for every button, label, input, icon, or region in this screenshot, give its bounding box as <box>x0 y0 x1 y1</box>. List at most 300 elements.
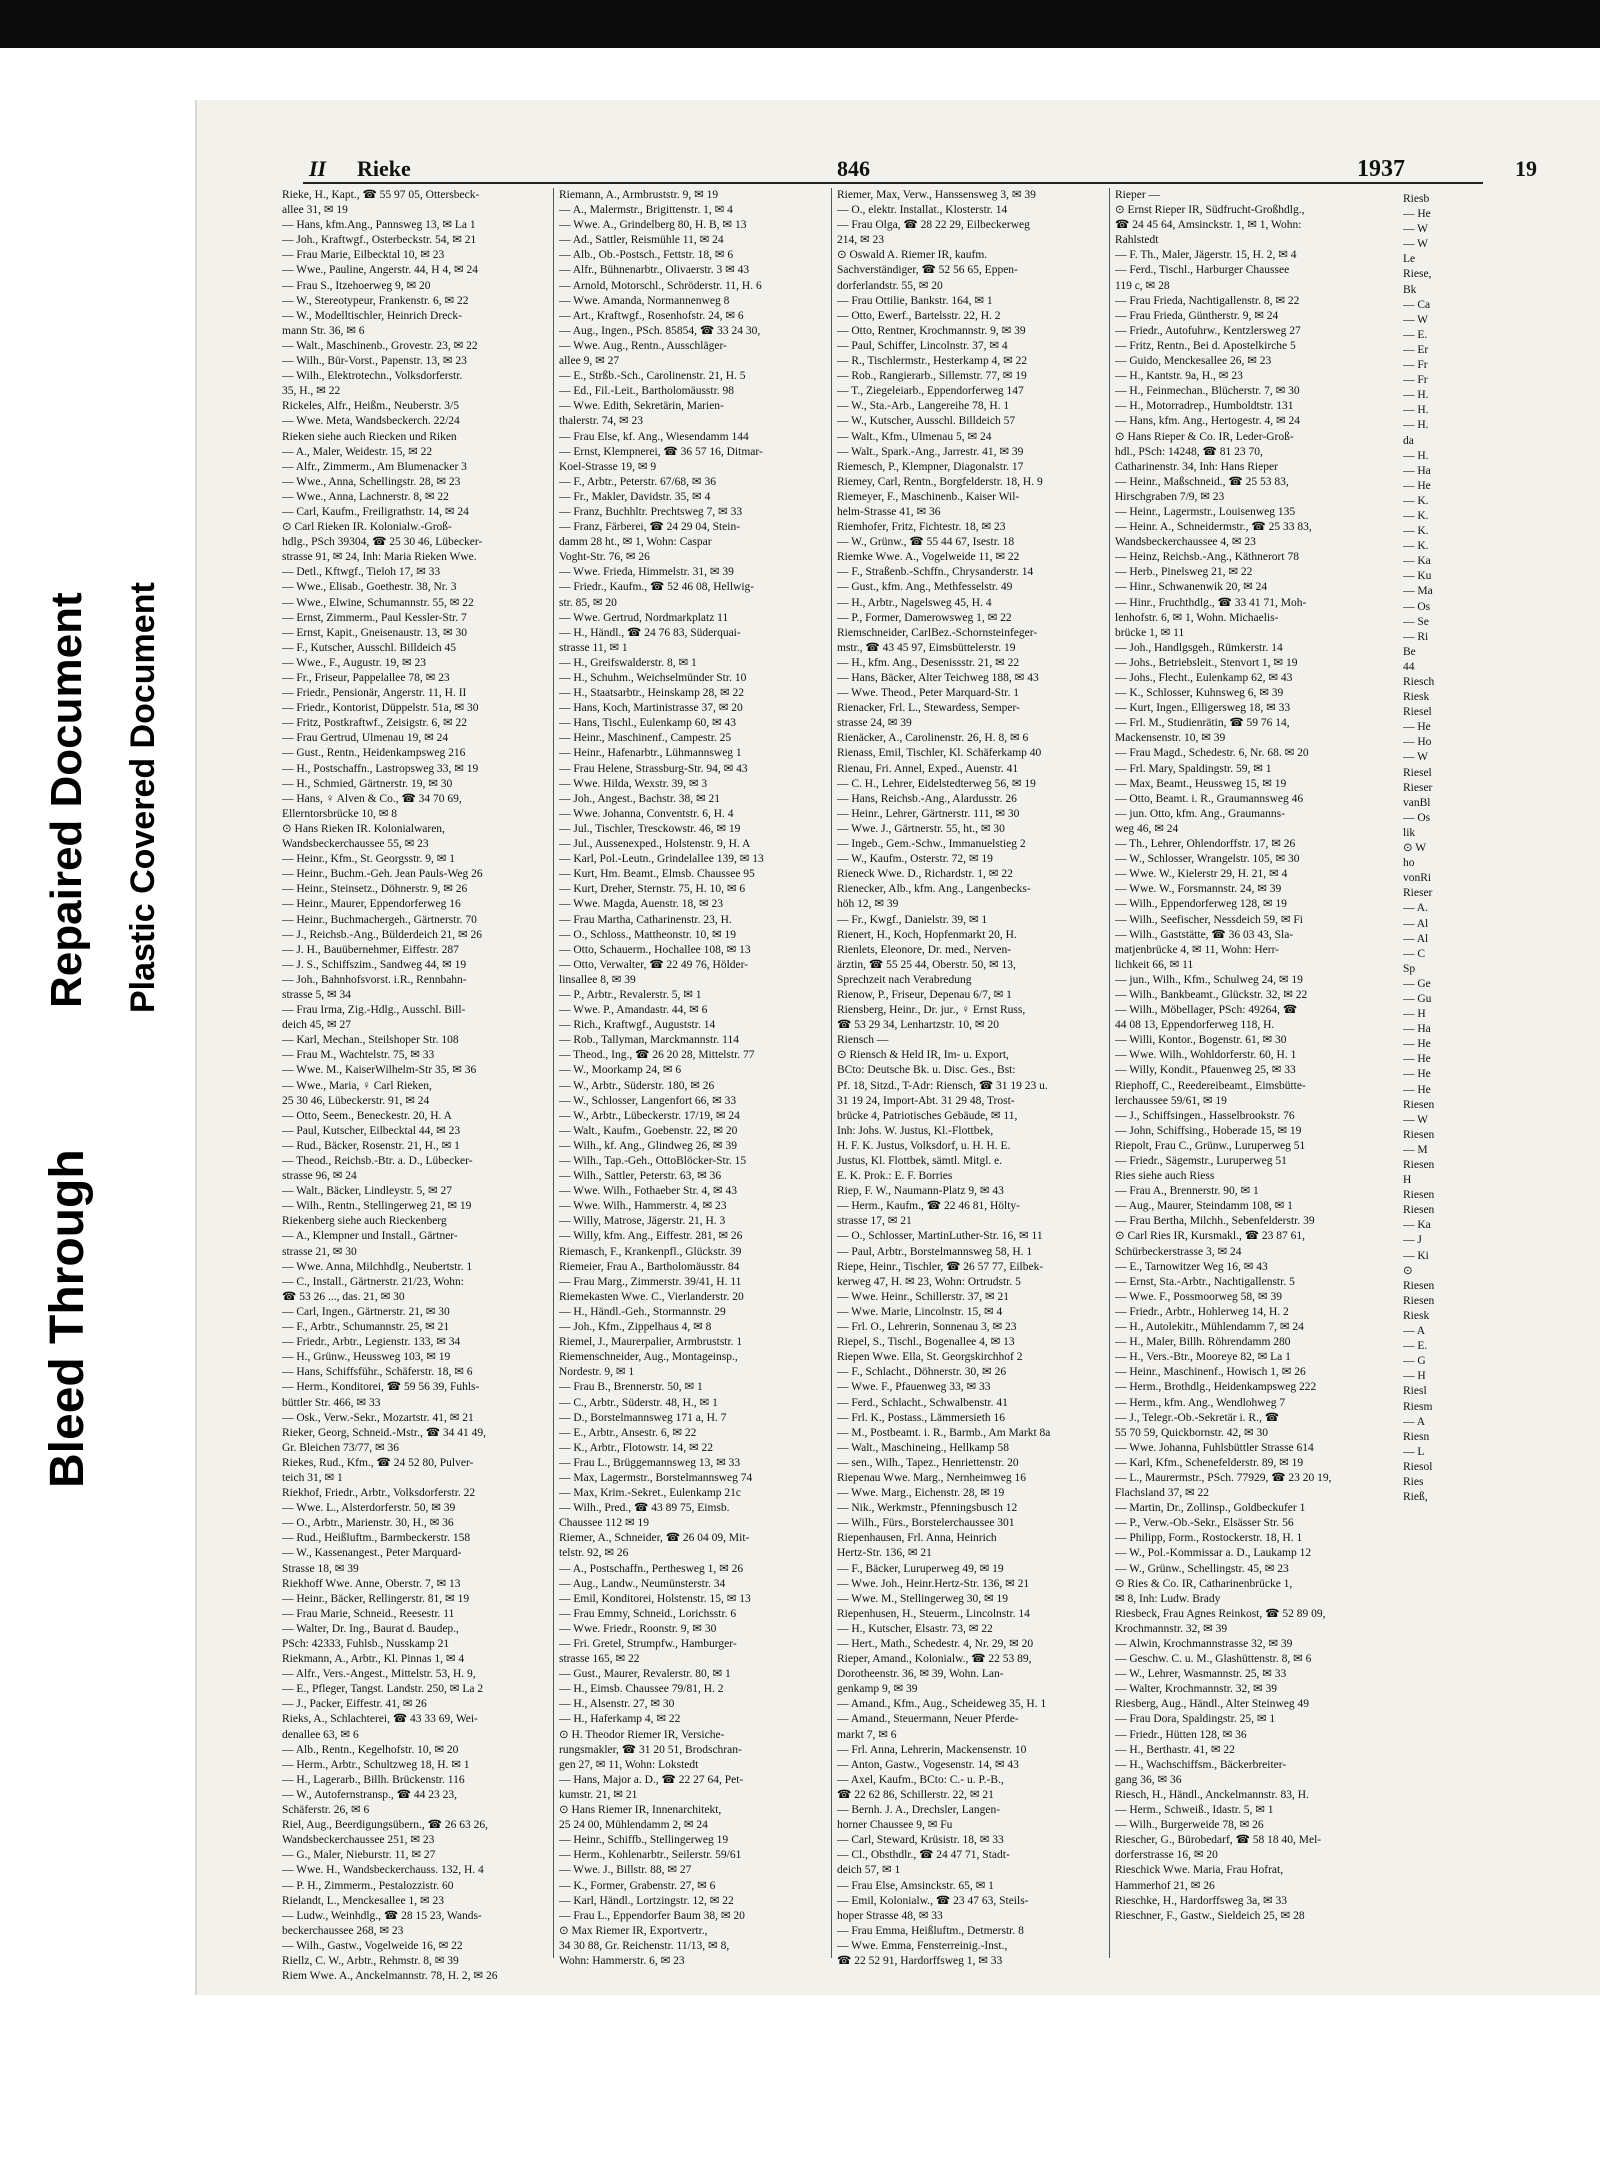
directory-page <box>195 100 1600 1995</box>
entry-line: — Wwe. M., Stellingerweg 30, ✉ 19 <box>837 1592 1009 1605</box>
entry-line: — Friedr., Kontorist, Düppelstr. 51a, ✉ 30 <box>282 702 479 715</box>
volume-number: II <box>309 156 327 181</box>
entry-line: Ries siehe auch Riess <box>1115 1170 1215 1183</box>
entry-line: — Frl. Anna, Lehrerin, Mackensenstr. 10 <box>837 1743 1027 1756</box>
entry-line: ⊙ Carl Rieken IR. Kolonialw.-Groß- <box>282 521 452 534</box>
entry-line: — Hert., Math., Schedestr. 4, Nr. 29, ✉ 20 <box>837 1638 1034 1650</box>
entry-line: — Arnold, Motorschl., Schröderstr. 11, H. 6 <box>559 279 762 292</box>
entry-line: — Heinz, Reichsb.-Ang., Käthnerort 78 <box>1115 551 1299 564</box>
edge-fragment: — A <box>1403 1415 1426 1428</box>
entry-line: Riemel, J., Maurerpalier, Armbruststr. 1 <box>559 1336 743 1349</box>
edge-fragment: Riesch <box>1403 676 1435 688</box>
entry-line: mstr., ☎ 43 45 97, Eimsbüttelerstr. 19 <box>837 641 1016 654</box>
entry-line: — H., Schuhm., Weichselmünder Str. 10 <box>559 672 747 684</box>
entry-line: telstr. 92, ✉ 26 <box>559 1547 629 1560</box>
entry-line: — Heinr., Maurer, Eppendorferweg 16 <box>282 898 461 911</box>
entry-line: — Wwe. Johanna, Conventstr. 6, H. 4 <box>559 807 734 820</box>
entry-line: Riem Wwe. A., Anckelmannstr. 78, H. 2, ✉ 26 <box>282 1970 498 1983</box>
entry-line: ⊙ Carl Ries IR, Kursmakl., ☎ 23 87 61, <box>1115 1230 1306 1243</box>
entry-line: — Martin, Dr., Zollinsp., Goldbeckufer 1 <box>1115 1502 1306 1515</box>
entry-line: — W., Schlosser, Wrangelstr. 105, ✉ 30 <box>1115 853 1300 866</box>
entry-line: — Frau A., Brennerstr. 90, ✉ 1 <box>1115 1185 1259 1198</box>
edge-fragment: — Ka <box>1403 555 1431 568</box>
entry-line: — Detl., Kftwgf., Tieloh 17, ✉ 33 <box>282 566 441 579</box>
edge-fragment: — H. <box>1403 419 1429 432</box>
entry-line: — Paul, Kutscher, Eilbecktal 44, ✉ 23 <box>282 1124 461 1137</box>
entry-line: — Fr., Makler, Davidstr. 35, ✉ 4 <box>559 490 711 503</box>
entry-line: Rielandt, L., Menckesallee 1, ✉ 23 <box>282 1894 444 1907</box>
entry-line: Riepenhusen, H., Steuerm., Lincolnstr. 14 <box>837 1607 1030 1620</box>
entry-line: — C. H., Lehrer, Eidelstedterweg 56, ✉ 19 <box>837 777 1036 790</box>
entry-line: — A., Postschaffn., Perthesweg 1, ✉ 26 <box>559 1562 744 1575</box>
entry-line: — Wwe. M., KaiserWilhelm-Str 35, ✉ 36 <box>282 1064 477 1077</box>
entry-line: Wohn: Hammerstr. 6, ✉ 23 <box>559 1954 685 1967</box>
entry-line: — jun. Otto, kfm. Ang., Graumanns- <box>1115 807 1285 820</box>
entry-line: — Alwin, Krochmannstrasse 32, ✉ 39 <box>1115 1638 1293 1650</box>
edge-fragment: Riesk <box>1403 1309 1430 1322</box>
entry-line: PSch: 42333, Fuhlsb., Nusskamp 21 <box>282 1638 450 1650</box>
entry-line: — Walt., Bäcker, Lindleystr. 5, ✉ 27 <box>282 1185 452 1198</box>
edge-fragment: — Os <box>1403 811 1431 824</box>
entry-line: horner Chaussee 9, ✉ Fu <box>837 1819 953 1832</box>
entry-line: — Karl, Mechan., Steilshoper Str. 108 <box>282 1034 459 1047</box>
entry-line: Riemer, Max, Verw., Hanssensweg 3, ✉ 39 <box>837 189 1036 201</box>
entry-line: Riekhoff Wwe. Anne, Oberstr. 7, ✉ 13 <box>282 1577 461 1590</box>
entry-line: — Aug., Landw., Neumünsterstr. 34 <box>559 1577 726 1590</box>
entry-line: — Frau Dora, Spaldingstr. 25, ✉ 1 <box>1115 1713 1276 1726</box>
entry-line: — Wwe. L., Alsterdorferstr. 50, ✉ 39 <box>282 1502 456 1515</box>
entry-line: — Emil, Konditorei, Holstenstr. 15, ✉ 13 <box>559 1592 751 1605</box>
entry-line: markt 7, ✉ 6 <box>837 1728 897 1741</box>
entry-line: — Herm., Kaufm., ☎ 22 46 81, Hölty- <box>837 1200 1020 1213</box>
entry-line: ☎ 24 45 64, Amsinckstr. 1, ✉ 1, Wohn: <box>1115 219 1302 232</box>
entry-line: — K., Schlosser, Kuhnsweg 6, ✉ 39 <box>1115 687 1284 700</box>
entry-line: — Anton, Gastw., Vogesenstr. 14, ✉ 43 <box>837 1758 1019 1771</box>
entry-line: — C., Arbtr., Süderstr. 48, H., ✉ 1 <box>559 1396 718 1409</box>
entry-line: Rienass, Emil, Tischler, Kl. Schäferkamp 40 <box>837 747 1042 760</box>
edge-fragment: — H. <box>1403 449 1429 462</box>
entry-line: Rickeles, Alfr., Heißm., Neuberstr. 3/5 <box>282 400 459 413</box>
entry-line: — Joh., Kraftwgf., Osterbeckstr. 54, ✉ 21 <box>282 234 477 247</box>
entry-line: — H., Lagerarb., Billh. Brückenstr. 116 <box>282 1773 465 1786</box>
entry-line: — Ernst, Zimmerm., Paul Kessler-Str. 7 <box>282 611 467 624</box>
entry-line: Rieneck Wwe. D., Richardstr. 1, ✉ 22 <box>837 868 1013 881</box>
entry-line: — Fritz, Postkraftwf., Zeisigstr. 6, ✉ 22 <box>282 717 467 730</box>
edge-fragment: Riesen <box>1403 1279 1435 1292</box>
entry-line: — Willi, Kontor., Bogenstr. 61, ✉ 30 <box>1115 1034 1287 1047</box>
entry-line: — Frau Emma, Heißluftm., Detmerstr. 8 <box>837 1924 1024 1937</box>
column-2 <box>559 188 817 1969</box>
entry-line: Rahlstedt <box>1115 234 1159 247</box>
entry-line: — Wwe., Maria, ♀ Carl Rieken, <box>282 1079 432 1092</box>
entry-line: — Wwe. J., Gärtnerstr. 55, ht., ✉ 30 <box>837 822 1005 835</box>
entry-line: 25 24 00, Mühlendamm 2, ✉ 24 <box>559 1819 708 1832</box>
entry-line: deich 57, ✉ 1 <box>837 1864 901 1877</box>
entry-line: — W., Sta.-Arb., Langereihe 78, H. 1 <box>837 400 1010 413</box>
edge-fragment: ho <box>1403 857 1415 870</box>
entry-line: ✉ 8, Inh: Ludw. Brady <box>1115 1592 1221 1605</box>
entry-line: ⊙ Ries & Co. IR, Catharinenbrücke 1, <box>1115 1577 1293 1590</box>
entry-line: allee 31, ✉ 19 <box>282 204 348 217</box>
edge-fragment: — W <box>1403 223 1429 236</box>
document-stamp-margin <box>0 48 200 1995</box>
entry-line: Rienecker, Alb., kfm. Ang., Langenbecks- <box>837 883 1031 896</box>
edge-fragment: — A. <box>1403 902 1428 915</box>
entry-line: — Wwe. Joh., Heinr.Hertz-Str. 136, ✉ 21 <box>837 1577 1030 1590</box>
entry-line: — P. H., Zimmerm., Pestalozzistr. 60 <box>282 1879 454 1892</box>
entry-line: — Friedr., Sägemstr., Luruperweg 51 <box>1115 1155 1287 1167</box>
entry-line: — W., Pol.-Kommissar a. D., Laukamp 12 <box>1115 1547 1312 1560</box>
entry-line: — Wwe. H., Wandsbeckerchauss. 132, H. 4 <box>282 1864 484 1877</box>
edge-fragment: Ries <box>1403 1475 1424 1488</box>
entry-line: lerchaussee 59/61, ✉ 19 <box>1115 1094 1227 1107</box>
entry-line: Rieschke, H., Hardorffsweg 3a, ✉ 33 <box>1115 1894 1287 1907</box>
entry-line: — Frau L., Brüggemannsweg 13, ✉ 33 <box>559 1456 741 1469</box>
entry-line: — O., Arbtr., Marienstr. 30, H., ✉ 36 <box>282 1517 454 1530</box>
entry-line: — T., Ziegeleiarb., Eppendorferweg 147 <box>837 385 1024 398</box>
entry-line: strasse 17, ✉ 21 <box>837 1215 912 1228</box>
entry-line: — E., Tarnowitzer Weg 16, ✉ 43 <box>1115 1260 1268 1273</box>
entry-line: — Herm., Brothdlg., Heidenkampsweg 222 <box>1115 1381 1317 1394</box>
edge-fragment: Riese, <box>1403 268 1432 281</box>
entry-line: — Wwe., Elwine, Schumannstr. 55, ✉ 22 <box>282 596 474 609</box>
edge-fragment: — Ma <box>1403 585 1433 598</box>
edge-fragment: — Ri <box>1403 630 1429 643</box>
entry-line: — Ferd., Schlacht., Schwalbenstr. 41 <box>837 1396 1008 1409</box>
entry-line: Pf. 18, Sitzd., T-Adr: Riensch, ☎ 31 19 23 u. <box>837 1079 1048 1092</box>
edge-fragment: Le <box>1403 253 1416 266</box>
entry-line: Hammerhof 21, ✉ 26 <box>1115 1879 1215 1892</box>
entry-line: — Hinr., Schwanenwik 20, ✉ 24 <box>1115 581 1268 594</box>
entry-line: — Heinr., Buchm.-Geh. Jean Pauls-Weg 26 <box>282 868 483 881</box>
entry-line: — Gust., kfm. Ang., Methfesselstr. 49 <box>837 581 1013 594</box>
entry-line: — Hans, Reichsb.-Ang., Alardusstr. 26 <box>837 792 1017 805</box>
entry-line: — Wwe. Amanda, Normannenweg 8 <box>559 294 730 307</box>
entry-line: Chaussee 112 ✉ 19 <box>559 1517 650 1530</box>
entry-line: — Franz, Färberei, ☎ 24 29 04, Stein- <box>559 521 741 534</box>
entry-line: — Willy, Matrose, Jägerstr. 21, H. 3 <box>559 1215 726 1228</box>
edge-fragment: — A <box>1403 1325 1426 1338</box>
edge-fragment: — Fr <box>1403 374 1428 387</box>
entry-line: — F., Arbtr., Schumannstr. 25, ✉ 21 <box>282 1321 450 1334</box>
entry-line: — Frl. K., Postass., Lämmersieth 16 <box>837 1411 1006 1424</box>
edge-fragment: — W <box>1403 313 1429 326</box>
entry-line: — Heinr., Maschinenf., Campestr. 25 <box>559 732 732 745</box>
edge-fragment: — K. <box>1403 509 1429 522</box>
entry-line: — Aug., Maurer, Steindamm 108, ✉ 1 <box>1115 1200 1293 1213</box>
entry-line: Rieper, Amand., Kolonialw., ☎ 22 53 89, <box>837 1653 1032 1666</box>
entry-line: — W., Modelltischler, Heinrich Dreck- <box>282 309 462 322</box>
entry-line: Riensch — <box>837 1034 889 1047</box>
entry-line: Rieke, H., Kapt., ☎ 55 97 05, Ottersbeck- <box>282 189 480 201</box>
edge-fragment: Riesb <box>1403 193 1430 205</box>
entry-line: — Joh., Handlgsgeh., Rümkerstr. 14 <box>1115 641 1283 654</box>
entry-line: — Max, Beamt., Heussweg 15, ✉ 19 <box>1115 777 1287 790</box>
entry-line: — Friedr., Pensionär, Angerstr. 11, H. II <box>282 687 467 700</box>
entry-line: — L., Maurermstr., PSch. 77929, ☎ 23 20 19, <box>1115 1471 1332 1484</box>
entry-line: ⊙ Oswald A. Riemer IR, kaufm. <box>837 249 988 262</box>
entry-line: — F., Arbtr., Peterstr. 67/68, ✉ 36 <box>559 475 716 488</box>
entry-line: ⊙ Hans Riemer IR, Innenarchitekt, <box>559 1804 722 1817</box>
entry-line: — Alfr., Vers.-Angest., Mittelstr. 53, H. 9, <box>282 1668 476 1681</box>
edge-fragment: Riesol <box>1403 1460 1433 1473</box>
entry-line: — Walt., Maschineing., Hellkamp 58 <box>837 1441 1009 1454</box>
entry-line: — Frau Frieda, Güntherstr. 9, ✉ 24 <box>1115 309 1279 322</box>
entry-line: — Ed., Fil.-Leit., Bartholomäusstr. 98 <box>559 385 735 398</box>
entry-line: Rieker, Georg, Schneid.-Mstr., ☎ 34 41 49, <box>282 1426 487 1439</box>
entry-line: — Herb., Pinelsweg 21, ✉ 22 <box>1115 566 1253 579</box>
entry-line: — Wilh., Eppendorferweg 128, ✉ 19 <box>1115 898 1287 911</box>
edge-fragment: Riesen <box>1403 1128 1435 1141</box>
entry-line: — Herm., Konditorei, ☎ 59 56 39, Fuhls- <box>282 1381 480 1394</box>
entry-line: Ellerntorsbrücke 10, ✉ 8 <box>282 807 398 820</box>
entry-line: — Frau Else, Amsinckstr. 65, ✉ 1 <box>837 1879 994 1892</box>
edge-fragment: — He <box>1403 1038 1431 1051</box>
entry-line: deich 45, ✉ 27 <box>282 1019 352 1032</box>
entry-line: — Joh., Kfm., Zippelhaus 4, ✉ 8 <box>559 1321 712 1334</box>
edge-fragment: Rieser <box>1403 887 1433 900</box>
entry-line: strasse 165, ✉ 22 <box>559 1653 640 1666</box>
entry-line: — Wilh., Gaststätte, ☎ 36 03 43, Sla- <box>1115 928 1294 941</box>
entry-line: hdlg., PSch 39304, ☎ 25 30 46, Lübecker- <box>282 536 483 549</box>
entry-line: — Hans, Tischl., Eulenkamp 60, ✉ 43 <box>559 717 737 730</box>
edge-fragment: — K. <box>1403 494 1429 507</box>
entry-line: — Herm., Kohlenarbtr., Seilerstr. 59/61 <box>559 1849 742 1862</box>
edge-fragment: H <box>1403 1174 1412 1187</box>
year: 1937 <box>1357 156 1405 182</box>
entry-line: — Friedr., Autofuhrw., Kentzlersweg 27 <box>1115 324 1301 337</box>
edge-fragment: Riesm <box>1403 1400 1433 1413</box>
entry-line: 214, ✉ 23 <box>837 234 885 247</box>
entry-line: — Franz, Buchhltr. Prechtsweg 7, ✉ 33 <box>559 505 743 518</box>
entry-line: Riemeyer, F., Maschinenb., Kaiser Wil- <box>837 490 1020 503</box>
entry-line: — Wwe. Meta, Wandsbeckerch. 22/24 <box>282 415 460 428</box>
header-rule <box>303 182 1483 184</box>
edge-fragment: — Ca <box>1403 298 1431 311</box>
entry-line: mann Str. 36, ✉ 6 <box>282 324 365 337</box>
entry-line: Wandsbeckerchaussee 4, ✉ 23 <box>1115 536 1256 549</box>
entry-line: Rienäcker, A., Carolinenstr. 26, H. 8, ✉ 6 <box>837 732 1029 745</box>
entry-line: 34 30 88, Gr. Reichenstr. 11/13, ✉ 8, <box>559 1939 730 1952</box>
edge-fragment: — Al <box>1403 932 1429 945</box>
entry-line: Riepenau Wwe. Marg., Nernheimweg 16 <box>837 1471 1026 1484</box>
entry-line: Schürbeckerstrasse 3, ✉ 24 <box>1115 1245 1242 1258</box>
entry-line: — Wwe. Frieda, Himmelstr. 31, ✉ 39 <box>559 566 734 579</box>
entry-line: — Kurt, Ingen., Elligersweg 18, ✉ 33 <box>1115 702 1291 715</box>
entry-line: genkamp 9, ✉ 39 <box>837 1683 918 1696</box>
edge-fragment: — He <box>1403 1083 1431 1096</box>
entry-line: — Max, Krim.-Sekret., Eulenkamp 21c <box>559 1487 742 1500</box>
entry-line: — Hans, Koch, Martinistrasse 37, ✉ 20 <box>559 702 743 715</box>
entry-line: — Ernst, Klempnerei, ☎ 36 57 16, Ditmar- <box>559 445 763 458</box>
entry-line: — Wwe. Marg., Eichenstr. 28, ✉ 19 <box>837 1487 1005 1500</box>
entry-line: — Otto, Rentner, Krochmannstr. 9, ✉ 39 <box>837 324 1026 337</box>
entry-line: — W., Schlosser, Langenfort 66, ✉ 33 <box>559 1094 737 1107</box>
entry-line: — Frau Ottilie, Bankstr. 164, ✉ 1 <box>837 294 993 307</box>
entry-line: — F., Kutscher, Ausschl. Billdeich 45 <box>282 641 456 654</box>
entry-line: — Frau Magd., Schedestr. 6, Nr. 68. ✉ 20 <box>1115 747 1309 760</box>
entry-line: — Wwe. Theod., Peter Marquard-Str. 1 <box>837 687 1019 700</box>
entry-line: Wandsbeckerchaussee 251, ✉ 23 <box>282 1834 435 1847</box>
entry-line: Riepel, S., Tischl., Bogenallee 4, ✉ 13 <box>837 1336 1015 1349</box>
entry-line: Riensberg, Heinr., Dr. jur., ♀ Ernst Russ, <box>837 1004 1026 1017</box>
entry-line: — W., Kassenangest., Peter Marquard- <box>282 1547 462 1560</box>
entry-line: — Frau Helene, Strassburg-Str. 94, ✉ 43 <box>559 762 748 775</box>
entry-line: — Walt., Maschinenb., Grovestr. 23, ✉ 22 <box>282 339 478 352</box>
entry-line: — E., Arbtr., Ansestr. 6, ✉ 22 <box>559 1426 697 1439</box>
entry-line: ☎ 53 29 34, Lenhartzstr. 10, ✉ 20 <box>837 1019 999 1032</box>
entry-line: — D., Borstelmannsweg 171 a, H. 7 <box>559 1411 727 1424</box>
entry-line: — Hans, kfm. Ang., Hertogestr. 4, ✉ 24 <box>1115 415 1300 428</box>
entry-line: — Wwe. Aug., Rentn., Ausschläger- <box>559 339 727 352</box>
column-3 <box>837 188 1095 1969</box>
entry-line: strasse 11, ✉ 1 <box>559 641 628 654</box>
column-4 <box>1115 188 1373 1924</box>
edge-fragment: Riesn <box>1403 1430 1430 1443</box>
entry-line: — H., Arbtr., Nagelsweg 45, H. 4 <box>837 596 992 609</box>
entry-line: — Hans, Schiffsführ., Schäferstr. 18, ✉ 6 <box>282 1366 473 1379</box>
entry-line: Riel, Aug., Beerdigungsübern., ☎ 26 63 26, <box>282 1819 488 1832</box>
entry-line: — Wwe. Wilh., Fothaeber Str. 4, ✉ 43 <box>559 1185 738 1198</box>
entry-line: Hertz-Str. 136, ✉ 21 <box>837 1547 932 1560</box>
entry-line: helm-Strasse 41, ✉ 36 <box>837 505 941 518</box>
entry-line: — Hans, Bäcker, Alter Teichweg 188, ✉ 43 <box>837 672 1039 684</box>
entry-line: — Heinr., Bäcker, Rellingerstr. 81, ✉ 19 <box>282 1592 470 1605</box>
edge-fragment: — Ha <box>1403 1023 1431 1036</box>
entry-line: — Frau Irma, Zig.-Hdlg., Ausschl. Bill- <box>282 1004 466 1017</box>
entry-line: — Joh., Angest., Bachstr. 38, ✉ 21 <box>559 792 721 805</box>
entry-line: — Wilh., Seefischer, Nessdeich 59, ✉ Fi <box>1115 913 1303 926</box>
entry-line: — Hans, kfm.Ang., Pannsweg 13, ✉ La 1 <box>282 219 476 232</box>
edge-fragment: — L <box>1403 1445 1425 1458</box>
entry-line: — K., Former, Grabenstr. 27, ✉ 6 <box>559 1879 716 1892</box>
entry-line: — Nik., Werkmstr., Pfenningsbusch 12 <box>837 1502 1018 1515</box>
entry-line: büttler Str. 466, ✉ 33 <box>282 1396 381 1409</box>
entry-line: ☎ 22 52 91, Hardorffsweg 1, ✉ 33 <box>837 1954 1003 1967</box>
entry-line: — Cl., Obsthdlr., ☎ 24 47 71, Stadt- <box>837 1849 1010 1862</box>
entry-line: — F., Bäcker, Luruperweg 49, ✉ 19 <box>837 1562 1004 1575</box>
entry-line: — Wwe. Emma, Fensterreinig.-Inst., <box>837 1939 1008 1952</box>
entry-line: — H., Schmied, Gärtnerstr. 19, ✉ 30 <box>282 777 453 790</box>
entry-line: — M., Postbeamt. i. R., Barmb., Am Markt 8a <box>837 1426 1051 1439</box>
entry-line: — H., Greifswalderstr. 8, ✉ 1 <box>559 656 697 669</box>
entry-line: Riemey, Carl, Rentn., Borgfelderstr. 18, H. 9 <box>837 475 1043 488</box>
entry-line: lichkeit 66, ✉ 11 <box>1115 958 1194 971</box>
entry-line: Hirschgraben 7/9, ✉ 23 <box>1115 490 1225 503</box>
entry-line: Justus, Kl. Flottbek, sämtl. Mitgl. e. <box>837 1155 1003 1167</box>
entry-line: — Wilh., Möbellager, PSch: 49264, ☎ <box>1115 1004 1298 1017</box>
entry-line: — sen., Wilh., Tapez., Henriettenstr. 20 <box>837 1456 1019 1469</box>
next-page-number: 19 <box>1515 156 1537 181</box>
entry-line: — Friedr., Arbtr., Hohlerweg 14, H. 2 <box>1115 1305 1289 1318</box>
entry-line: ⊙ Ernst Rieper IR, Südfrucht-Großhdlg., <box>1115 204 1305 217</box>
entry-line: — Wwe. Friedr., Roonstr. 9, ✉ 30 <box>559 1622 717 1635</box>
entry-line: — Wilh., Elektrotechn., Volksdorferstr. <box>282 370 463 383</box>
entry-line: — Herm., Schweiß., Idastr. 5, ✉ 1 <box>1115 1804 1274 1817</box>
entry-line: Riep, F. W., Naumann-Platz 9, ✉ 43 <box>837 1185 1004 1198</box>
entry-line: Riemke Wwe. A., Vogelweide 11, ✉ 22 <box>837 551 1020 564</box>
entry-line: — Frau Martha, Catharinenstr. 23, H. <box>559 913 732 926</box>
entry-line: — Wwe. Marie, Lincolnstr. 15, ✉ 4 <box>837 1305 1003 1318</box>
entry-line: — Frau Bertha, Milchh., Sebenfelderstr. 39 <box>1115 1215 1315 1228</box>
entry-line: Riemenschneider, Aug., Montageinsp., <box>559 1351 738 1364</box>
entry-line: Inh: Johs. W. Justus, Kl.-Flottbek, <box>837 1124 994 1137</box>
entry-line: — Wilh., Bankbeamt., Glückstr. 32, ✉ 22 <box>1115 988 1308 1001</box>
entry-line: — Frau Marg., Zimmerstr. 39/41, H. 11 <box>559 1275 742 1288</box>
entry-line: — Wwe. A., Grindelberg 80, H. B, ✉ 13 <box>559 219 747 232</box>
entry-line: — Wilh., Rentn., Stellingerweg 21, ✉ 19 <box>282 1200 472 1213</box>
entry-line: — Wwe. J., Billstr. 88, ✉ 27 <box>559 1864 692 1877</box>
entry-line: 35, H., ✉ 22 <box>282 385 341 398</box>
entry-line: — Heinr., Lagermstr., Louisenweg 135 <box>1115 505 1296 518</box>
entry-line: — Kurt, Hm. Beamt., Elmsb. Chaussee 95 <box>559 868 755 881</box>
entry-line: — Rud., Heißluftm., Barmbeckerstr. 158 <box>282 1532 471 1545</box>
entry-line: Gr. Bleichen 73/77, ✉ 36 <box>282 1441 399 1454</box>
entry-line: — Frl. M., Studienrätin, ☎ 59 76 14, <box>1115 717 1290 730</box>
entry-line: Riemekasten Wwe. C., Vierlanderstr. 20 <box>559 1290 744 1303</box>
entry-line: — P., Arbtr., Revalerstr. 5, ✉ 1 <box>559 988 702 1001</box>
entry-line: — Wwe. W., Kielerstr 29, H. 21, ✉ 4 <box>1115 868 1288 881</box>
entry-line: Riesbeck, Frau Agnes Reinkost, ☎ 52 89 09, <box>1115 1607 1326 1620</box>
entry-line: — Bernh. J. A., Drechsler, Langen- <box>837 1804 1001 1817</box>
entry-line: strasse 96, ✉ 24 <box>282 1170 357 1183</box>
entry-line: — W., Autofernstransp., ☎ 44 23 23, <box>282 1788 457 1801</box>
entry-line: ☎ 53 26 ..., das. 21, ✉ 30 <box>282 1290 405 1303</box>
entry-line: — J. S., Schiffszim., Sandweg 44, ✉ 19 <box>282 958 467 971</box>
entry-line: — Friedr., Kaufm., ☎ 52 46 08, Hellwig- <box>559 581 755 594</box>
entry-line: Riesberg, Aug., Händl., Alter Steinweg 49 <box>1115 1698 1309 1711</box>
plastic-covered-label: Plastic Covered Document <box>124 582 162 1013</box>
entry-line: — Ludw., Weinhdlg., ☎ 28 15 23, Wands- <box>282 1909 482 1922</box>
entry-line: — W., Kutscher, Ausschl. Billdeich 57 <box>837 415 1016 428</box>
entry-line: — Heinr., Maschinenf., Howisch 1, ✉ 26 <box>1115 1366 1306 1379</box>
entry-line: — Heinr., Buchmachergeh., Gärtnerstr. 70 <box>282 913 477 926</box>
entry-line: — H., Kantstr. 9a, H., ✉ 23 <box>1115 370 1243 383</box>
entry-line: thalerstr. 74, ✉ 23 <box>559 415 644 428</box>
edge-fragment: — Al <box>1403 917 1429 930</box>
entry-line: — H., Postschaffn., Lastropsweg 33, ✉ 19 <box>282 762 479 775</box>
edge-fragment: Riesl <box>1403 1385 1427 1398</box>
entry-line: — Jul., Tischler, Tresckowstr. 46, ✉ 19 <box>559 822 741 835</box>
entry-line: — Friedr., Hütten 128, ✉ 36 <box>1115 1728 1247 1741</box>
edge-fragment: lik <box>1403 826 1416 839</box>
entry-line: — Frau Marie, Eilbecktal 10, ✉ 23 <box>282 249 445 262</box>
entry-line: 55 70 59, Quickbornstr. 42, ✉ 30 <box>1115 1426 1269 1439</box>
entry-line: — E., Pfleger, Tangst. Landstr. 250, ✉ La 2 <box>282 1683 484 1696</box>
edge-fragment: — Os <box>1403 600 1431 613</box>
entry-line: — Wilh., Tap.-Geh., OttoBlöcker-Str. 15 <box>559 1155 747 1167</box>
edge-fragment: — He <box>1403 208 1431 221</box>
entry-line: — H., Haferkamp 4, ✉ 22 <box>559 1713 681 1726</box>
edge-fragment: — He <box>1403 1053 1431 1066</box>
entry-line: strasse 91, ✉ 24, Inh: Maria Rieken Wwe. <box>282 551 477 564</box>
entry-line: — O., elektr. Installat., Klosterstr. 14 <box>837 204 1008 217</box>
edge-fragment: vonRi <box>1403 872 1432 885</box>
entry-line: Riekes, Rud., Kfm., ☎ 24 52 80, Pulver- <box>282 1456 474 1469</box>
entry-line: — Willy, Kondit., Pfauenweg 25, ✉ 33 <box>1115 1064 1296 1077</box>
entry-line: Rienert, H., Koch, Hopfenmarkt 20, H. <box>837 928 1017 941</box>
edge-fragment: — M <box>1403 1143 1428 1156</box>
entry-line: — W., Grünw., ☎ 55 44 67, Isestr. 18 <box>837 536 1015 549</box>
entry-line: kerweg 47, H. ✉ 23, Wohn: Ortrudstr. 5 <box>837 1275 1021 1288</box>
entry-line: Riekmann, A., Arbtr., Kl. Pinnas 1, ✉ 4 <box>282 1653 465 1666</box>
entry-line: — Wwe., Elisab., Goethestr. 38, Nr. 3 <box>282 581 457 594</box>
entry-line: — Hans, ♀ Alven & Co., ☎ 34 70 69, <box>282 792 462 805</box>
entry-line: — Kurt, Dreher, Sternstr. 75, H. 10, ✉ 6 <box>559 883 746 896</box>
entry-line: — Frau Frieda, Nachtigallenstr. 8, ✉ 22 <box>1115 294 1300 307</box>
edge-fragment: — Ha <box>1403 464 1431 477</box>
entry-line: — H., Kutscher, Elsastr. 73, ✉ 22 <box>837 1622 993 1635</box>
